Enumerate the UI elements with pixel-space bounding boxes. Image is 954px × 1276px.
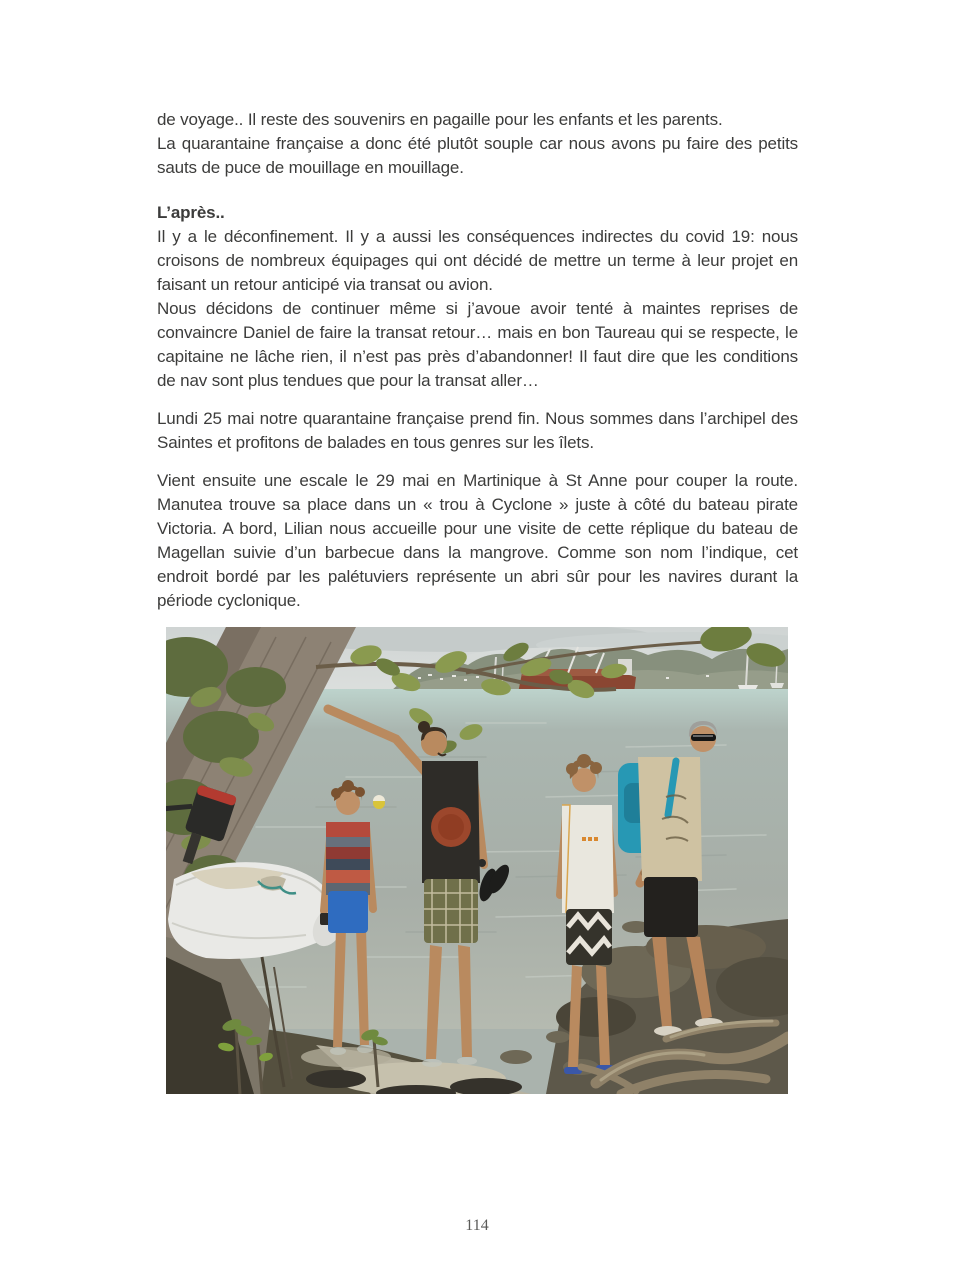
paragraph: Il y a le déconfinement. Il y a aussi les conséquences indirectes du covid 19: nous croisons de nombreux équipages qui ont décidé de mettre un terme à leur projet en faisant un retour anticipé via transat ou avion. <box>157 227 798 294</box>
paragraph: Lundi 25 mai notre quarantaine française prend fin. Nous sommes dans l’archipel des Saintes et profitons de balades en tous genres sur les îlets. <box>157 409 798 452</box>
paragraph: de voyage.. Il reste des souvenirs en pagaille pour les enfants et les parents. <box>157 110 723 129</box>
paragraph: Vient ensuite une escale le 29 mai en Martinique à St Anne pour couper la route. Manutea trouve sa place dans un « trou à Cyclone » juste à côté du bateau pirate Victoria. A bord, Lilian nous accueille pour une visite de cette réplique du bateau de Magellan suivie d’un barbecue dans la mangrove. Comme son nom l’indique, cet endroit bordé par les palétuviers représente un abri sûr pour les navires durant la période cyclonique. <box>157 471 798 610</box>
photo-mangrove-shore <box>166 627 788 1094</box>
paragraph: La quarantaine française a donc été plutôt souple car nous avons pu faire des petits sauts de puce de mouillage en mouillage. <box>157 134 798 177</box>
page-number: 114 <box>465 1217 489 1234</box>
section-heading: L’après.. <box>157 203 225 222</box>
text-block <box>157 108 798 613</box>
paragraph: Nous décidons de continuer même si j’avoue avoir tenté à maintes reprises de convaincre Daniel de faire la transat retour… mais en bon Taureau qui se respecte, le capitaine ne lâche rien, il n’est pas près d’abandonner! Il faut dire que les conditions de nav sont plus tendues que pour la transat aller… <box>157 299 798 390</box>
